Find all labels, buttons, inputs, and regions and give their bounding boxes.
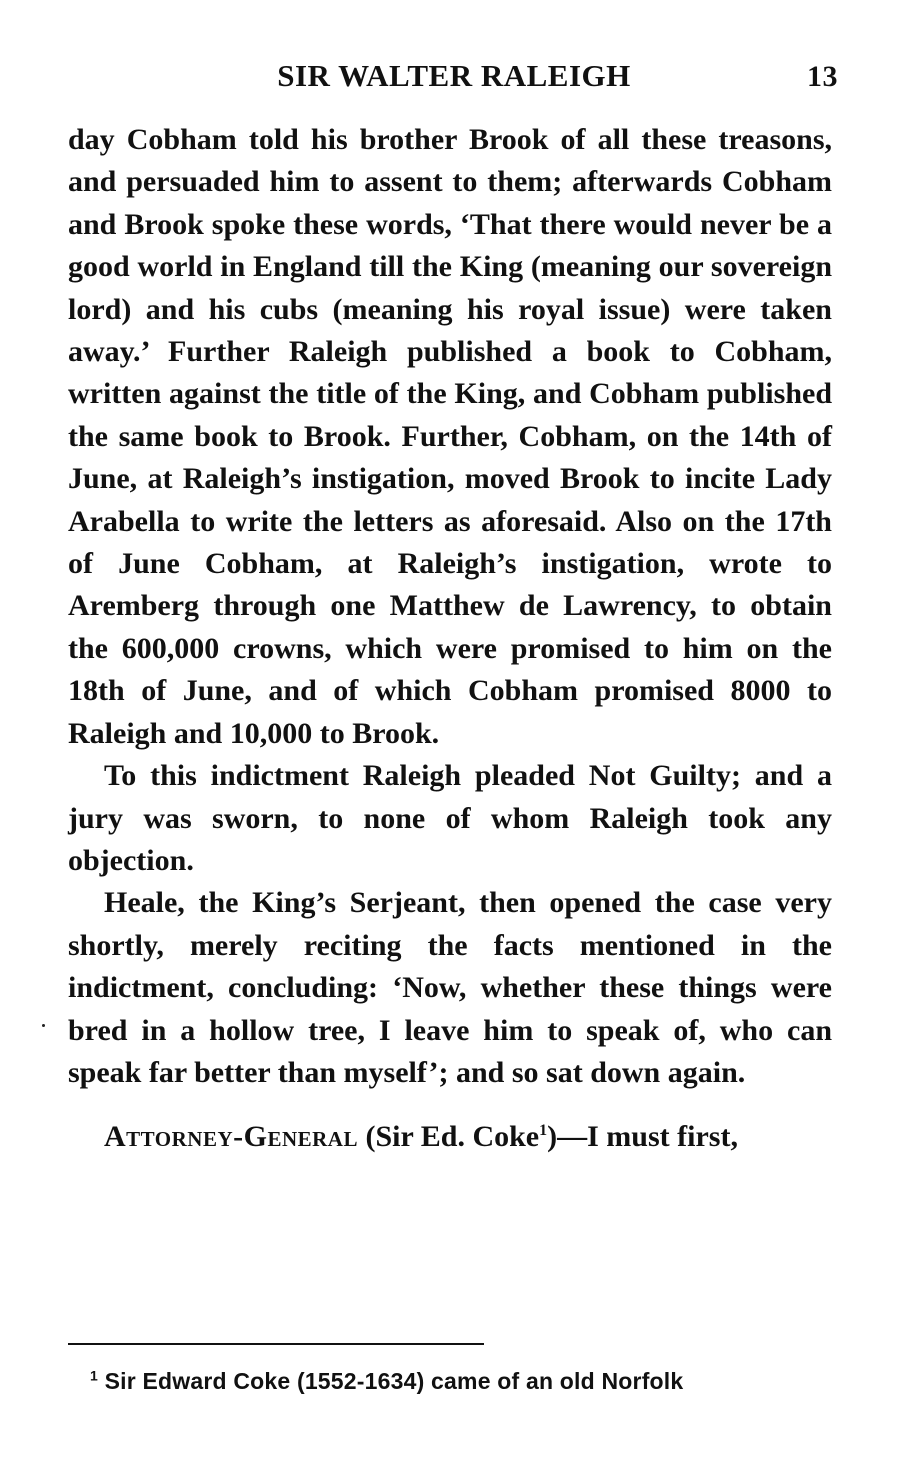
- paragraph-plea: To this indictment Raleigh pleaded Not Guilty; and a jury was sworn, to none of whom Raleigh took any objection.: [68, 759, 832, 877]
- footnote-text: Sir Edward Coke (1552-1634) came of an old Norfolk: [98, 1368, 684, 1394]
- body-text: [68, 119, 832, 1159]
- paragraph-continued: day Cobham told his brother Brook of all these treasons, and persuaded him to assent to them; afterwards Cobham and Brook spoke these words, ‘That there would never be a good world in England till the King (meaning our sovereign lord) and his cubs (meaning his royal issue) were taken away.’ Further Raleigh published a book to Cobham, written against the title of the King, and Cobham published the same book to Brook. Further, Cobham, on the 14th of June, at Raleigh’s instigation, moved Brook to incite Lady Arabella to write the letters as aforesaid. Also on the 17th of June Cobham, at Raleigh’s instigation, wrote to Aremberg through one Matthew de Lawrency, to obtain the 600,000 crowns, which were promised to him on the 18th of June, and of which Cobham promised 8000 to Raleigh and 10,000 to Brook.: [68, 123, 832, 750]
- footnote-reference[interactable]: 1: [539, 1122, 548, 1140]
- speech-text-after-note: )—I must first,: [547, 1120, 738, 1154]
- speech-paragraph: [68, 1116, 832, 1158]
- paragraph-serjeant: Heale, the King’s Serjeant, then opened the case very shortly, merely reciting the facts mentioned in the indictment, concluding: ‘Now, whether these things were bred in a hollow tree, I leave him to speak of, who can speak far better than myself’; and so sat down again.: [68, 886, 832, 1089]
- speech-text-before-note: (Sir Ed. Coke: [357, 1120, 540, 1154]
- stray-ink-mark: [42, 1024, 45, 1027]
- footnote: [90, 1368, 832, 1395]
- page-number: 13: [807, 60, 838, 93]
- speaker-name: Attorney-General: [104, 1120, 358, 1154]
- footnote-divider: [68, 1343, 484, 1345]
- footnote-marker: 1: [90, 1367, 98, 1384]
- running-header: [68, 58, 840, 102]
- running-title: SIR WALTER RALEIGH: [277, 58, 631, 93]
